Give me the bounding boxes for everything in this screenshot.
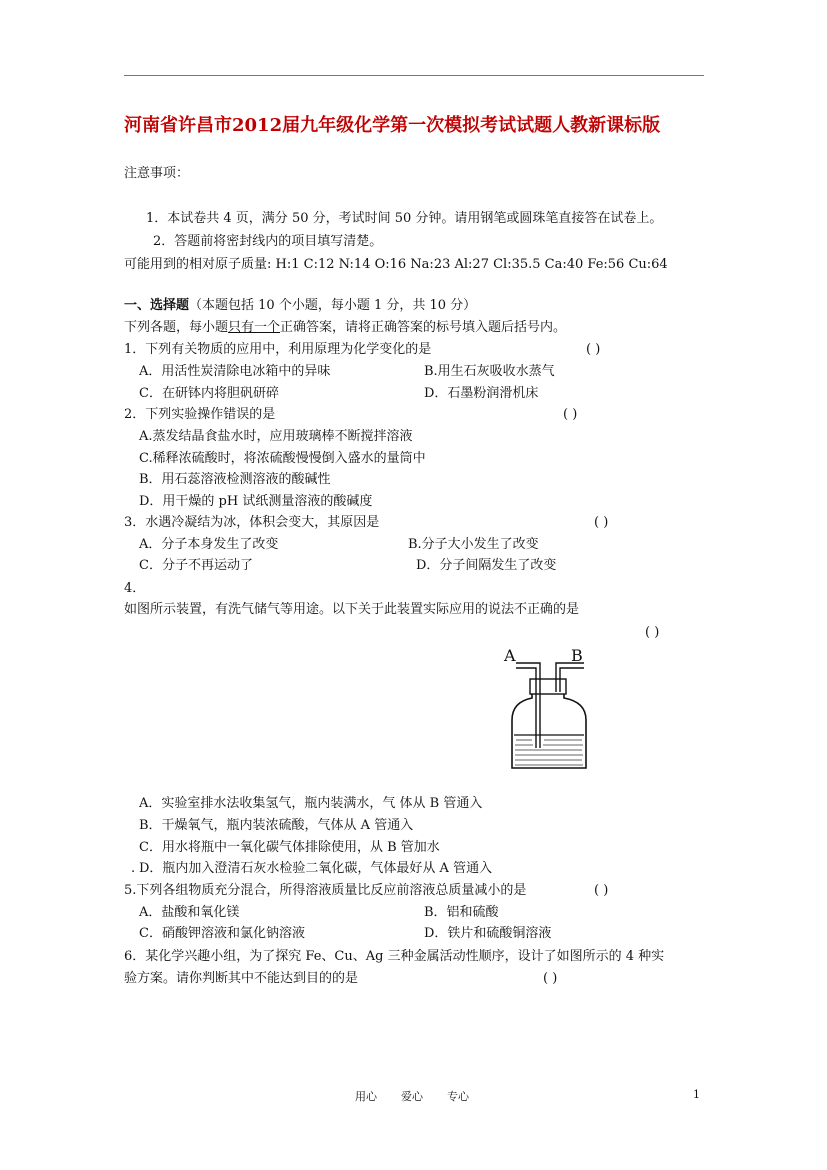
q1-option-c: C．在研钵内将胆矾研碎 xyxy=(139,386,279,401)
q1-stem: 1．下列有关物质的应用中，利用原理为化学变化的是 xyxy=(124,342,432,357)
q1-option-b: B.用生石灰吸收水蒸气 xyxy=(424,364,555,379)
tube-label-b: B xyxy=(571,646,583,665)
q3-stem: 3．水遇冷凝结为冰，体积会变大，其原因是 xyxy=(124,515,380,530)
q5-option-c: C．硝酸钾溶液和氯化钠溶液 xyxy=(139,926,305,941)
q2-option-c: C.稀释浓硫酸时，将浓硫酸慢慢倒入盛水的量筒中 xyxy=(139,451,426,466)
q3-option-a: A．分子本身发生了改变 xyxy=(139,537,279,552)
header-rule xyxy=(124,75,704,76)
footer-text-right: 专心 xyxy=(447,1090,469,1103)
q1-answer-paren: ( ) xyxy=(586,342,601,357)
notice-heading: 注意事项： xyxy=(124,166,190,181)
q4-option-d: D．瓶内加入澄清石灰水检验二氧化碳，气体最好从 A 管通入 xyxy=(139,861,493,876)
q6-stem-line-2: 验方案。请你判断其中不能达到目的的是 xyxy=(124,971,359,986)
q3-option-c: C．分子不再运动了 xyxy=(139,558,253,573)
q4-answer-paren: ( ) xyxy=(645,625,660,640)
atomic-mass-line: 可能用到的相对原子质量: H:1 C:12 N:14 O:16 Na:23 Al:27 Cl:35.5 Ca:40 Fe:56 Cu:64 xyxy=(124,257,668,272)
section-heading xyxy=(124,298,476,314)
footer-text-left: 用心 xyxy=(355,1090,377,1103)
q5-option-d: D．铁片和硫酸铜溶液 xyxy=(424,926,552,941)
q6-stem-line-1: 6．某化学兴趣小组，为了探究 Fe、Cu、Ag 三种金属活动性顺序，设计了如图所示的 4 种实 xyxy=(124,949,665,964)
q2-option-a: A.蒸发结晶食盐水时，应用玻璃棒不断搅拌溶液 xyxy=(139,429,413,444)
footer-text-mid: 爱心 xyxy=(401,1090,423,1103)
section-title: 一、选择题 xyxy=(124,298,190,313)
q4-option-a: A．实验室排水法收集氢气，瓶内装满水，气 体从 B 管通入 xyxy=(139,796,483,811)
section-instructions xyxy=(124,320,566,336)
instr-pre: 下列各题，每小题 xyxy=(124,320,229,335)
q6-answer-paren: ( ) xyxy=(543,971,558,986)
q2-option-b: B．用石蕊溶液检测溶液的酸碱性 xyxy=(139,472,331,487)
q3-option-b: B.分子大小发生了改变 xyxy=(408,537,539,552)
tube-label-a: A xyxy=(504,646,516,665)
gas-washing-bottle-diagram xyxy=(500,640,600,770)
q2-stem: 2．下列实验操作错误的是 xyxy=(124,407,276,422)
q2-answer-paren: ( ) xyxy=(563,407,578,422)
page-title: 河南省许昌市2012届九年级化学第一次模拟考试试题人教新课标版 xyxy=(124,115,661,136)
q1-option-d: D．石墨粉润滑机床 xyxy=(424,386,539,401)
notice-item-1: 1．本试卷共 4 页，满分 50 分，考试时间 50 分钟。请用钢笔或圆珠笔直接答在试卷上。 xyxy=(146,211,663,226)
tube-b xyxy=(556,663,584,692)
q5-option-a: A．盐酸和氧化镁 xyxy=(139,905,240,920)
q5-answer-paren: ( ) xyxy=(594,883,609,898)
q4-stem: 如图所示装置，有洗气储气等用途。以下关于此装置实际应用的说法不正确的是 xyxy=(124,602,580,617)
q3-answer-paren: ( ) xyxy=(594,515,609,530)
q4-number: 4． xyxy=(124,581,146,596)
notice-item-2: 2．答题前将密封线内的项目填写清楚。 xyxy=(153,234,383,249)
q2-option-d: D．用干燥的 pH 试纸测量溶液的酸碱度 xyxy=(139,494,373,509)
bottle xyxy=(512,694,586,768)
q5-option-b: B．铝和硫酸 xyxy=(424,905,499,920)
q1-option-a: A．用活性炭清除电冰箱中的异味 xyxy=(139,364,331,379)
q4-option-b: B．干燥氧气，瓶内装浓硫酸，气体从 A 管通入 xyxy=(139,818,414,833)
instr-post: 正确答案，请将正确答案的标号填入题后括号内。 xyxy=(280,320,567,335)
q5-stem: 5.下列各组物质充分混合，所得溶液质量比反应前溶液总质量减小的是 xyxy=(124,883,527,898)
page-number: 1 xyxy=(693,1088,700,1101)
q3-option-d: D．分子间隔发生了改变 xyxy=(416,558,557,573)
q4-option-d-mark: . xyxy=(131,861,136,876)
liquid-hatching xyxy=(515,740,583,765)
q4-option-c: C．用水将瓶中一氧化碳气体排除使用，从 B 管加水 xyxy=(139,840,440,855)
instr-underlined: 只有一个 xyxy=(228,320,281,335)
section-note: （本题包括 10 个小题，每小题 1 分，共 10 分） xyxy=(189,298,477,313)
